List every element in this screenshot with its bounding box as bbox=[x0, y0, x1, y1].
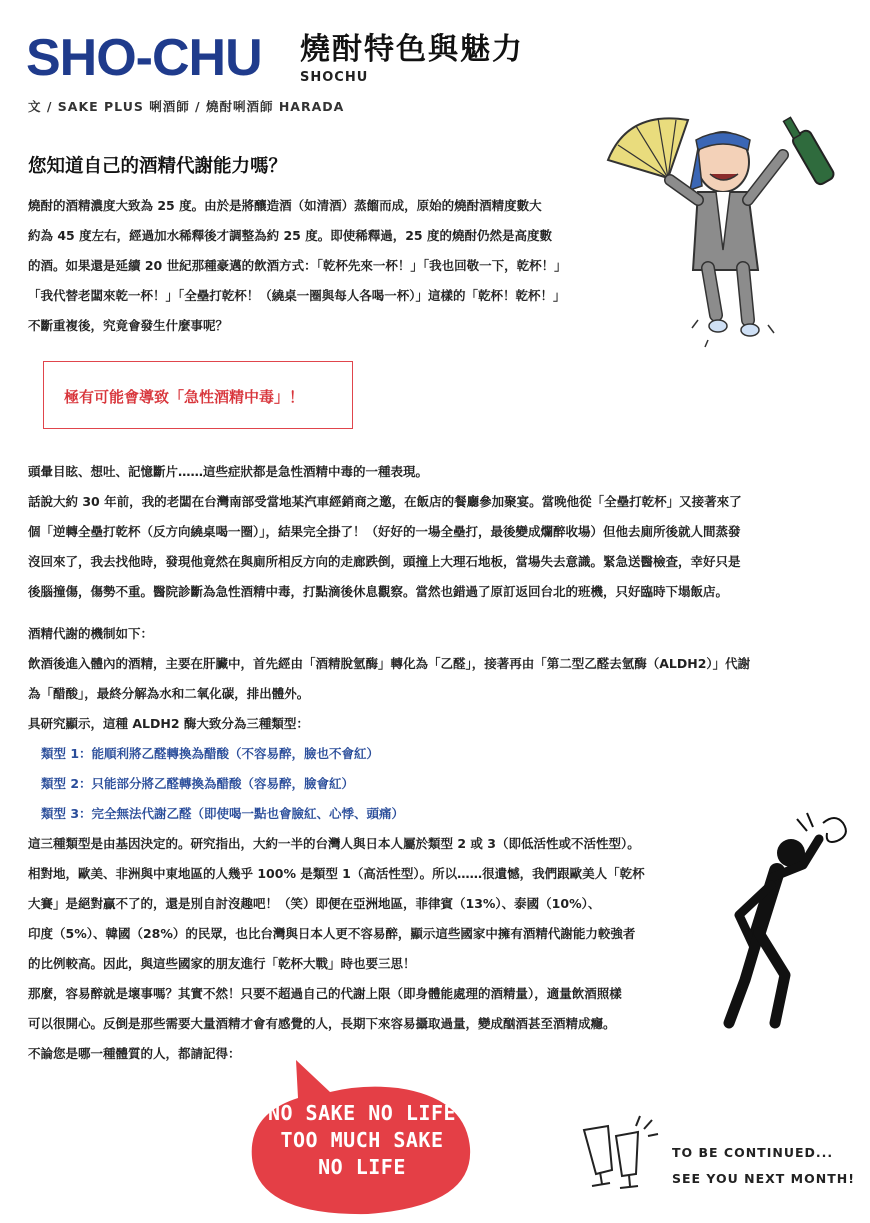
text-line: 不論您是哪一種體質的人，都請記得： bbox=[28, 1046, 241, 1061]
text-line: 為「醋酸」，最終分解為水和二氧化碳，排出體外。 bbox=[28, 686, 310, 701]
continued-line: TO BE CONTINUED... bbox=[672, 1145, 834, 1160]
slogan bbox=[238, 1100, 486, 1181]
text-line: 印度（5%）、韓國（28%）的民眾，也比台灣與日本人更不容易醉，顯示這些國家中擁有酒精代謝能力較強者 bbox=[28, 926, 636, 941]
text-line: 具研究顯示，這種 ALDH2 酶大致分為三種類型： bbox=[28, 716, 309, 731]
enzyme-type-1: 類型 1：能順利將乙醛轉換為醋酸（不容易醉，臉也不會紅） bbox=[41, 746, 380, 761]
section-heading: 您知道自己的酒精代謝能力嗎？ bbox=[28, 156, 288, 177]
continued-line: SEE YOU NEXT MONTH! bbox=[672, 1171, 855, 1186]
enzyme-type-3: 類型 3：完全無法代謝乙醛（即使喝一點也會臉紅、心悸、頭痛） bbox=[41, 806, 405, 821]
byline: 文 / SAKE PLUS 唎酒師 / 燒酎唎酒師 HARADA bbox=[28, 99, 345, 114]
toast-glasses-icon bbox=[578, 1112, 668, 1192]
slogan-line: NO SAKE NO LIFE bbox=[267, 1101, 457, 1125]
text-line: 個「逆轉全壘打乾杯（反方向繞桌喝一圈）」，結果完全掛了！（好好的一場全壘打，最後變成爛醉收場）但他去廁所後就人間蒸發 bbox=[28, 524, 741, 539]
text-line: 「我代替老闆來乾一杯！」「全壘打乾杯！（繞桌一圈與每人各喝一杯）」這樣的「乾杯！乾杯！」 bbox=[28, 288, 566, 303]
text-line: 那麼，容易醉就是壞事嗎？其實不然！只要不超過自己的代謝上限（即身體能處理的酒精量），適量飲酒照樣 bbox=[28, 986, 622, 1001]
text-line: 沒回來了，我去找他時，發現他竟然在與廁所相反方向的走廊跌倒，頭撞上大理石地板，當場失去意識。緊急送醫檢查，幸好只是 bbox=[28, 554, 741, 569]
page-title: 燒酎特色與魅力 bbox=[300, 32, 524, 67]
logo: SHO-CHU bbox=[26, 29, 262, 87]
text-line: 可以很開心。反倒是那些需要大量酒精才會有感覺的人，長期下來容易攝取過量，變成酗酒甚至酒精成癮。 bbox=[28, 1016, 616, 1031]
text-line: 的比例較高。因此，與這些國家的朋友進行「乾杯大戰」時也要三思！ bbox=[28, 956, 416, 971]
text-line: 頭暈目眩、想吐、記憶斷片……這些症狀都是急性酒精中毒的一種表現。 bbox=[28, 464, 429, 479]
fan-icon bbox=[608, 118, 688, 178]
text-line: 燒酎的酒精濃度大致為 25 度。由於是將釀造酒（如清酒）蒸餾而成，原始的燒酎酒精度數大 bbox=[28, 198, 542, 213]
text-line: 話說大約 30 年前，我的老闆在台灣南部受當地某汽車經銷商之邀，在飯店的餐廳參加聚宴。當晚他從「全壘打乾杯」又接著來了 bbox=[28, 494, 742, 509]
paragraph-gap bbox=[28, 607, 858, 619]
intro-paragraph bbox=[28, 191, 628, 341]
drunk-businessman-illustration bbox=[598, 100, 848, 350]
text-line: 大賽」是絕對贏不了的，還是別自討沒趣吧！（笑）即便在亞洲地區，菲律賓（13%）、泰國（10%）、 bbox=[28, 896, 601, 911]
slogan-line: TOO MUCH SAKE bbox=[280, 1128, 444, 1152]
slogan-line: NO LIFE bbox=[318, 1155, 406, 1179]
text-line: 飲酒後進入體內的酒精，主要在肝臟中，首先經由「酒精脫氫酶」轉化為「乙醛」，接著再由「第二型乙醛去氫酶（ALDH2）」代謝 bbox=[28, 656, 751, 671]
text-line: 後腦撞傷，傷勢不重。醫院診斷為急性酒精中毒，打點滴後休息觀察。當然也錯過了原訂返回台北的班機，只好臨時下塌飯店。 bbox=[28, 584, 729, 599]
page-subtitle: SHOCHU bbox=[300, 70, 369, 85]
warning-callout bbox=[43, 361, 353, 429]
text-line: 相對地，歐美、非洲與中東地區的人幾乎 100% 是類型 1（高活性型）。所以……很遺憾，我們跟歐美人「乾杯 bbox=[28, 866, 645, 881]
enzyme-type-2: 類型 2：只能部分將乙醛轉換為醋酸（容易醉，臉會紅） bbox=[41, 776, 355, 791]
text-line: 酒精代謝的機制如下： bbox=[28, 626, 154, 641]
text-line: 的酒。如果還是延續 20 世紀那種豪邁的飲酒方式：「乾杯先來一杯！」「我也回敬一下，乾杯！」 bbox=[28, 258, 567, 273]
text-line: 這三種類型是由基因決定的。研究指出，大約一半的台灣人與日本人屬於類型 2 或 3（即低活性或不活性型）。 bbox=[28, 836, 640, 851]
callout-text: 極有可能會導致「急性酒精中毒」！ bbox=[64, 388, 305, 406]
to-be-continued bbox=[672, 1140, 855, 1192]
text-line: 不斷重複後，究竟會發生什麼事呢？ bbox=[28, 318, 229, 333]
stick-figure-illustration bbox=[715, 805, 865, 1035]
bottle-icon bbox=[784, 117, 836, 186]
text-line: 約為 45 度左右，經過加水稀釋後才調整為約 25 度。即使稀釋過，25 度的燒酎仍然是高度數 bbox=[28, 228, 552, 243]
